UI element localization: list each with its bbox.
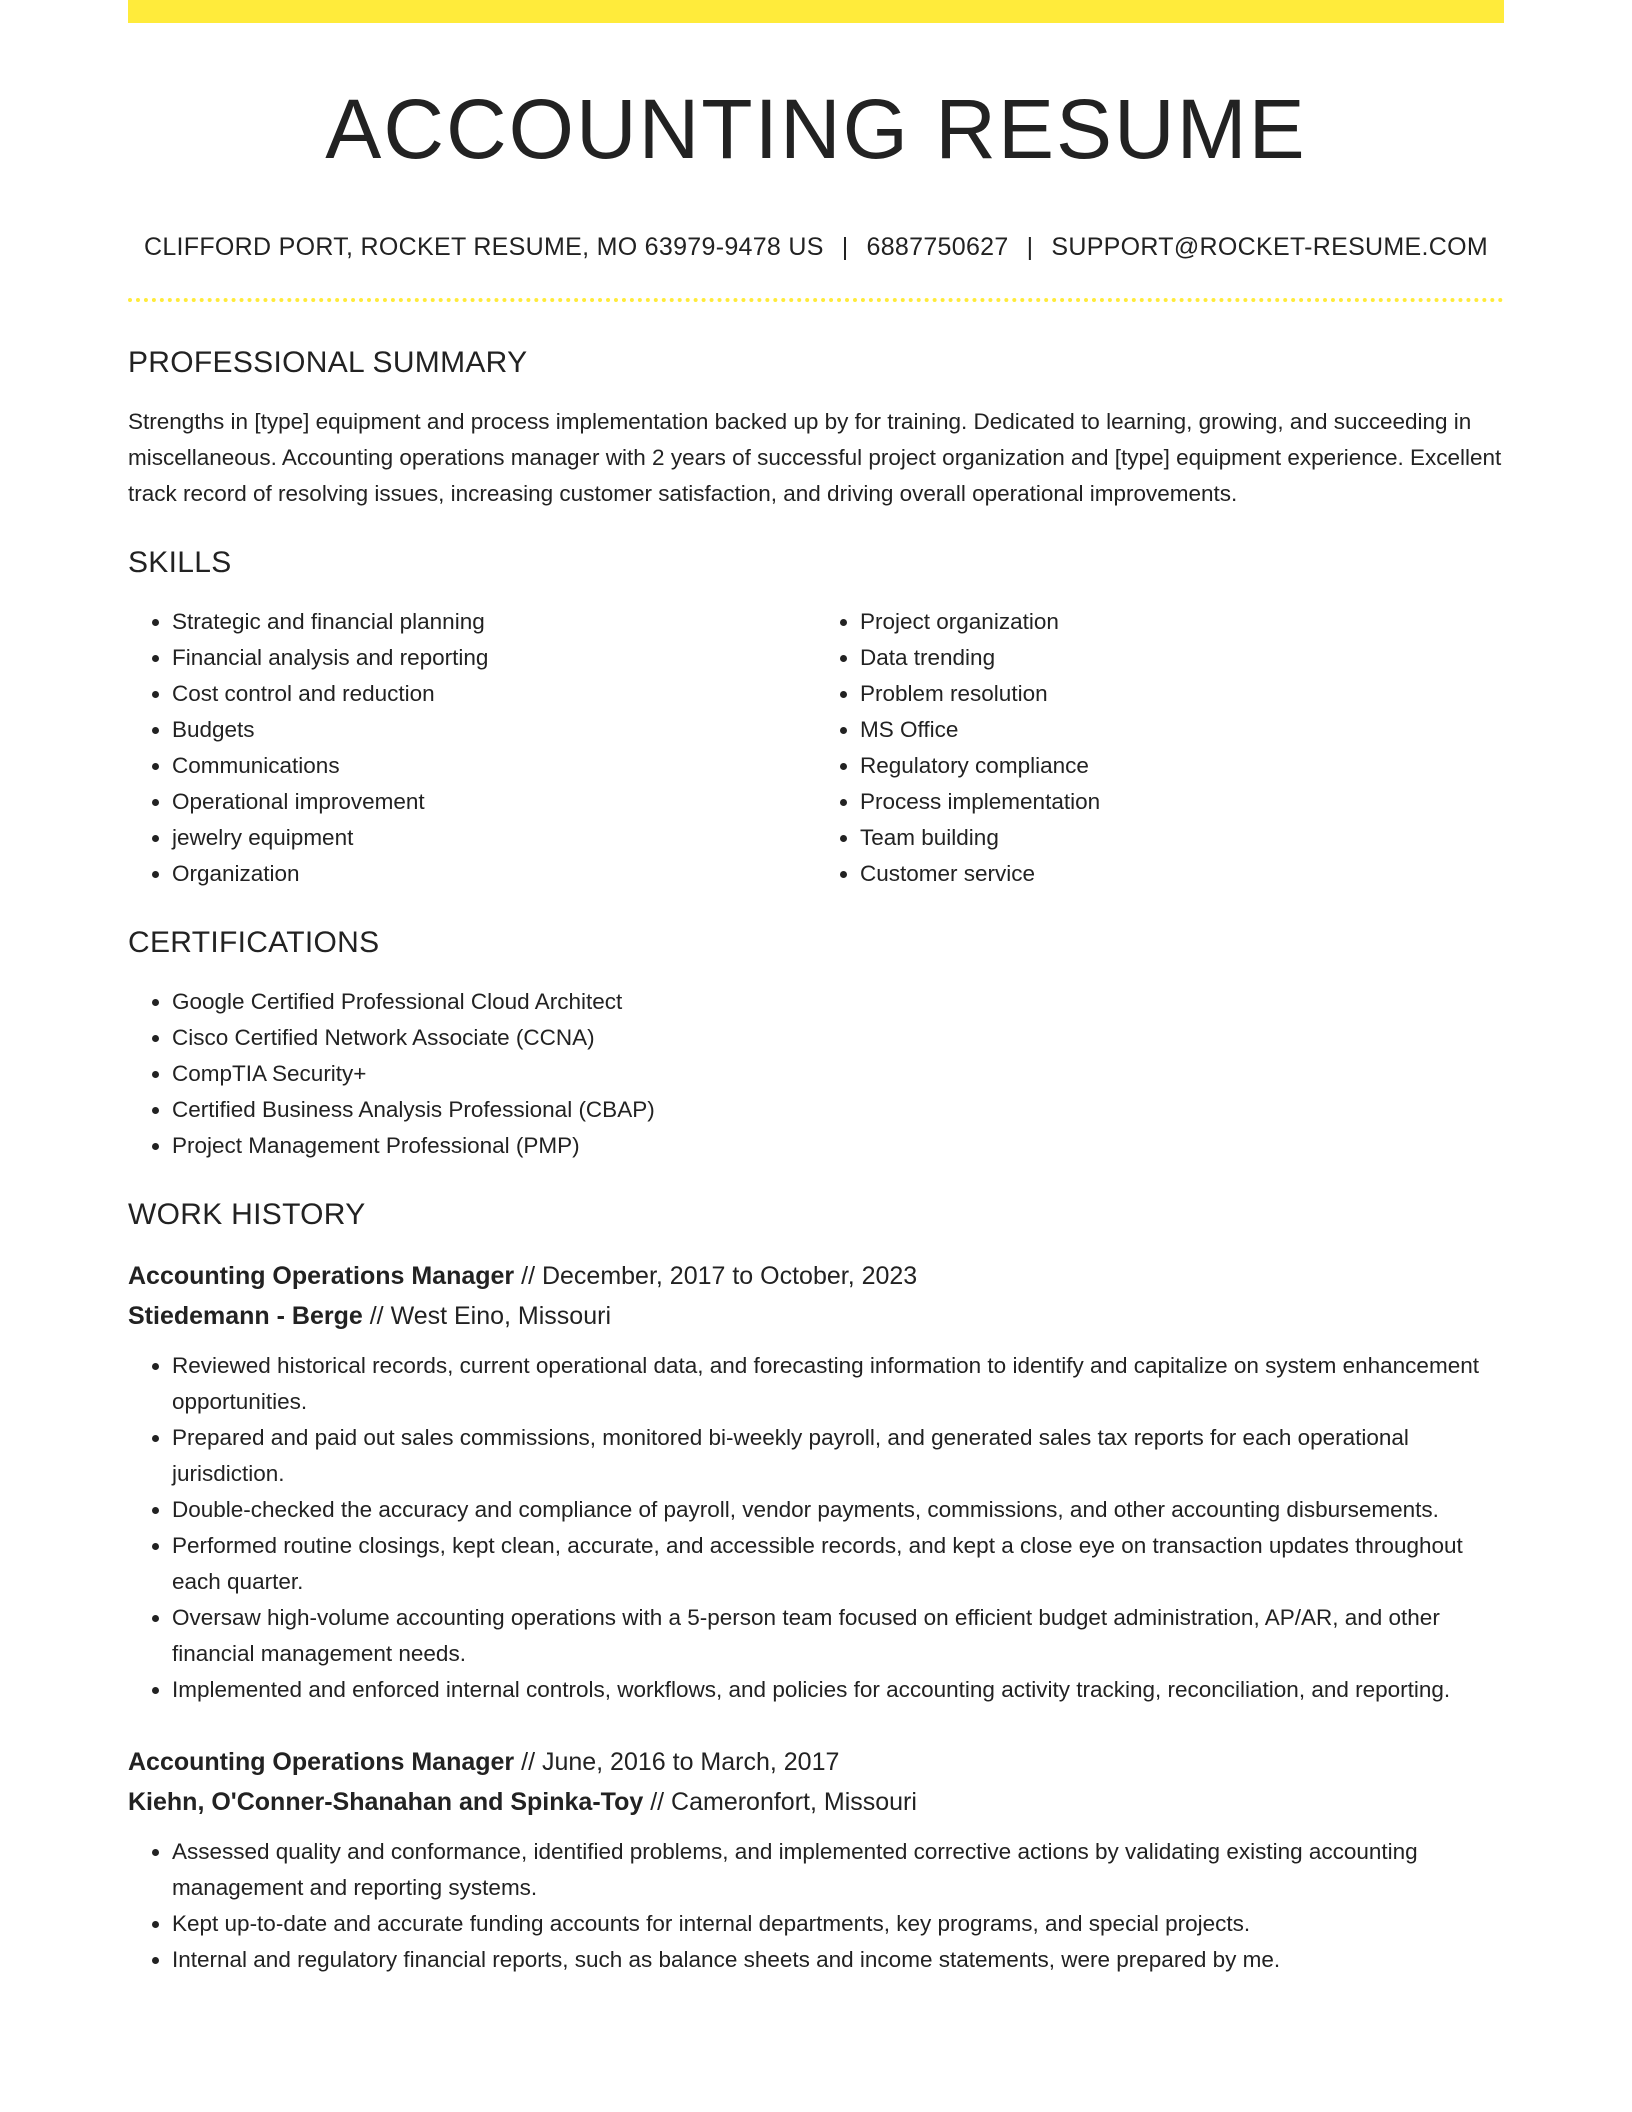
summary-heading: PROFESSIONAL SUMMARY (128, 346, 528, 379)
list-item: • Organization (172, 856, 816, 892)
job-location: // West Eino, Missouri (362, 1302, 611, 1330)
job-location: // Cameronfort, Missouri (643, 1788, 917, 1816)
summary-section (128, 346, 1504, 512)
list-item: • Reviewed historical records, current operational data, and forecasting information to identify and capitalize on system enhancement opportunities. (172, 1348, 1504, 1420)
skills-section (128, 546, 1504, 892)
phone: 6887750627 (866, 233, 1009, 261)
job-header (128, 1256, 1504, 1336)
list-item: • Financial analysis and reporting (172, 640, 816, 676)
certifications-heading: CERTIFICATIONS (128, 926, 380, 959)
separator: | (841, 233, 849, 261)
job-company-line (128, 1782, 1504, 1822)
list-item: • Communications (172, 748, 816, 784)
job-company: Kiehn, O'Conner-Shanahan and Spinka-Toy (128, 1788, 644, 1816)
job-title: Accounting Operations Manager (128, 1748, 515, 1776)
job-bullets (128, 1834, 1504, 1978)
summary-text: Strengths in [type] equipment and process implementation backed up by for training. Dedicated to learning, growing, and succeeding in miscellaneous. Accounting operations manager with 2 years of successful project organization and [type] equipment experience. Excellent track record of resolving issues, increasing customer satisfaction, and driving overall operational improvements. (128, 409, 1502, 506)
skills-right-list (816, 604, 1504, 892)
list-item: • Certified Business Analysis Professional (CBAP) (172, 1092, 1504, 1128)
list-item: • Assessed quality and conformance, identified problems, and implemented corrective actions by validating existing accounting management and reporting systems. (172, 1834, 1504, 1906)
list-item: • Cost control and reduction (172, 676, 816, 712)
contact-line (128, 233, 1504, 262)
list-item: • Team building (860, 820, 1504, 856)
skills-left-list (128, 604, 816, 892)
list-item: • Internal and regulatory financial reports, such as balance sheets and income statements, were prepared by me. (172, 1942, 1504, 1978)
job-bullets (128, 1348, 1504, 1708)
job-title-line (128, 1256, 1504, 1296)
list-item: • Google Certified Professional Cloud Architect (172, 984, 1504, 1020)
list-item: • Implemented and enforced internal controls, workflows, and policies for accounting activity tracking, reconciliation, and reporting. (172, 1672, 1504, 1708)
list-item: • Budgets (172, 712, 816, 748)
top-accent-bar (128, 0, 1504, 23)
job-header (128, 1742, 1504, 1822)
list-item: • Performed routine closings, kept clean, accurate, and accessible records, and kept a close eye on transaction updates throughout each quarter. (172, 1528, 1504, 1600)
resume-page (128, 0, 1504, 1978)
list-item: • MS Office (860, 712, 1504, 748)
list-item: • Customer service (860, 856, 1504, 892)
list-item: • Project Management Professional (PMP) (172, 1128, 1504, 1164)
list-item: • Operational improvement (172, 784, 816, 820)
job-dates: // June, 2016 to March, 2017 (514, 1748, 840, 1776)
resume-title: ACCOUNTING RESUME (325, 82, 1307, 176)
list-item: • Kept up-to-date and accurate funding accounts for internal departments, key programs, and special projects. (172, 1906, 1504, 1942)
job-title-line (128, 1742, 1504, 1782)
list-item: • CompTIA Security+ (172, 1056, 1504, 1092)
separator: | (1026, 233, 1034, 261)
list-item: • Process implementation (860, 784, 1504, 820)
job-title: Accounting Operations Manager (128, 1262, 515, 1290)
list-item: • Oversaw high-volume accounting operations with a 5-person team focused on efficient budget administration, AP/AR, and other financial management needs. (172, 1600, 1504, 1672)
job-company-line (128, 1296, 1504, 1336)
job-dates: // December, 2017 to October, 2023 (514, 1262, 918, 1290)
list-item: • Data trending (860, 640, 1504, 676)
list-item: • Strategic and financial planning (172, 604, 816, 640)
list-item: • Cisco Certified Network Associate (CCNA) (172, 1020, 1504, 1056)
work-history-heading: WORK HISTORY (128, 1198, 366, 1231)
list-item: • jewelry equipment (172, 820, 816, 856)
certifications-section (128, 926, 1504, 1164)
address: CLIFFORD PORT, ROCKET RESUME, MO 63979-9478 US (143, 233, 824, 261)
email[interactable]: SUPPORT@ROCKET-RESUME.COM (1051, 233, 1488, 261)
list-item: • Problem resolution (860, 676, 1504, 712)
skills-heading: SKILLS (128, 546, 232, 579)
list-item: • Regulatory compliance (860, 748, 1504, 784)
certifications-list (128, 984, 1504, 1164)
job-company: Stiedemann - Berge (128, 1302, 363, 1330)
dotted-divider (128, 298, 1504, 302)
skills-columns (128, 604, 1504, 892)
list-item: • Project organization (860, 604, 1504, 640)
list-item: • Double-checked the accuracy and compliance of payroll, vendor payments, commissions, and other accounting disbursements. (172, 1492, 1504, 1528)
list-item: • Prepared and paid out sales commissions, monitored bi-weekly payroll, and generated sales tax reports for each operational jurisdiction. (172, 1420, 1504, 1492)
work-history-section (128, 1198, 1504, 1978)
